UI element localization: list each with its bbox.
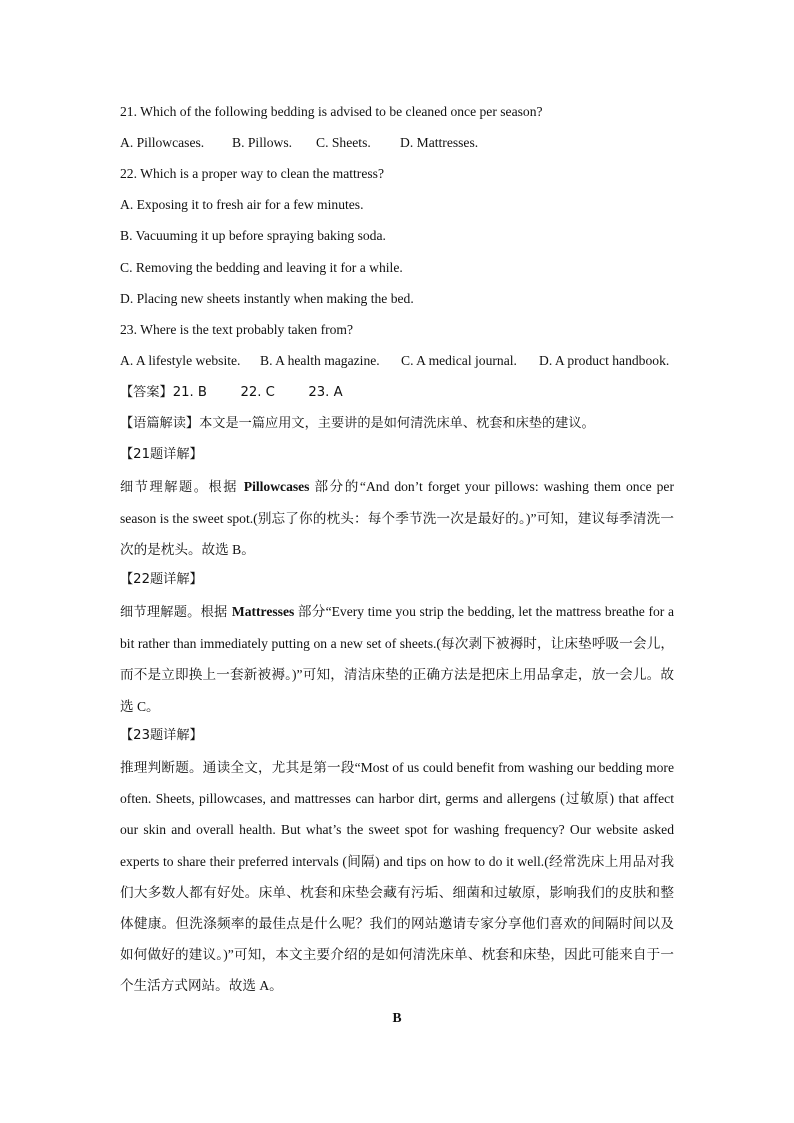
detail-21-heading: 【21题详解】 bbox=[120, 447, 203, 462]
detail-21-body bbox=[120, 471, 674, 566]
q22-option-c: C. Removing the bedding and leaving it for a while. bbox=[120, 260, 403, 275]
q22-option-a: A. Exposing it to fresh air for a few minutes. bbox=[120, 197, 364, 212]
detail-21-keyword: Pillowcases bbox=[243, 479, 310, 494]
detail-21-pre: 细节理解题。根据 bbox=[120, 480, 244, 495]
detail-23-body: 推理判断题。通读全文，尤其是第一段“Most of us could benefit from washing our bedding more often. Sheets, pillowcases, and mattresses can harbor dirt, germs and allergens (过敏原) that affect our skin and overall health. But what’s the sweet spot for washing frequency? Our website asked experts to share their preferred intervals (间隔) and tips on how to do it well.(经常洗床上用品对我们大多数人都有好处。床单、枕套和床垫会藏有污垢、细菌和过敏原，影响我们的皮肤和整体健康。但洗涤频率的最佳点是什么呢？我们的网站邀请专家分享他们喜欢的间隔时间以及如何做好的建议。)”可知，本文主要介绍的是如何清洗床单、枕套和床垫，因此可能来自于一个生活方式网站。故选 A。 bbox=[120, 760, 674, 994]
q22-option-d: D. Placing new sheets instantly when making the bed. bbox=[120, 291, 414, 306]
question-22-stem: 22. Which is a proper way to clean the mattress? bbox=[120, 166, 384, 181]
detail-22-keyword: Mattresses bbox=[231, 604, 295, 619]
detail-22-body bbox=[120, 596, 674, 722]
question-21-stem: 21. Which of the following bedding is advised to be cleaned once per season? bbox=[120, 104, 543, 119]
detail-22-pre: 细节理解题。根据 bbox=[120, 605, 232, 620]
section-b-label: B bbox=[392, 1010, 402, 1025]
q23-option-c: C. A medical journal. bbox=[401, 353, 517, 368]
answer-line: 【答案】21. B 22. C 23. A bbox=[120, 385, 343, 400]
detail-22-post: 部分“Every time you strip the bedding, let the mattress breathe for a bit rather than immediately putting on a new set of sheets.(每次剥下被褥时，让床垫呼吸一会儿，而不是立即换上一套新被褥。)”可知，清洁床垫的正确方法是把床上用品拿走，放一会儿。故选 C。 bbox=[120, 604, 674, 714]
q21-option-c: C. Sheets. bbox=[316, 135, 371, 150]
detail-23-heading: 【23题详解】 bbox=[120, 728, 203, 743]
q23-option-a: A. A lifestyle website. bbox=[120, 353, 241, 368]
q21-option-a: A. Pillowcases. bbox=[120, 135, 205, 150]
passage-interpretation: 【语篇解读】本文是一篇应用文，主要讲的是如何清洗床单、枕套和床垫的建议。 bbox=[120, 416, 595, 431]
q22-option-b: B. Vacuuming it up before spraying baking soda. bbox=[120, 228, 386, 243]
q21-option-d: D. Mattresses. bbox=[400, 135, 479, 150]
detail-22-heading: 【22题详解】 bbox=[120, 572, 203, 587]
q21-option-b: B. Pillows. bbox=[232, 135, 293, 150]
q23-option-d: D. A product handbook. bbox=[539, 353, 670, 368]
detail-21-post: 部分的“And don’t forget your pillows: washing them once per season is the sweet spot.(别忘了你的枕头：每个季节洗一次是最好的。)”可知，建议每季清洗一次的是枕头。故选 B。 bbox=[120, 479, 674, 558]
question-23-stem: 23. Where is the text probably taken from? bbox=[120, 322, 354, 337]
q23-option-b: B. A health magazine. bbox=[260, 353, 380, 368]
